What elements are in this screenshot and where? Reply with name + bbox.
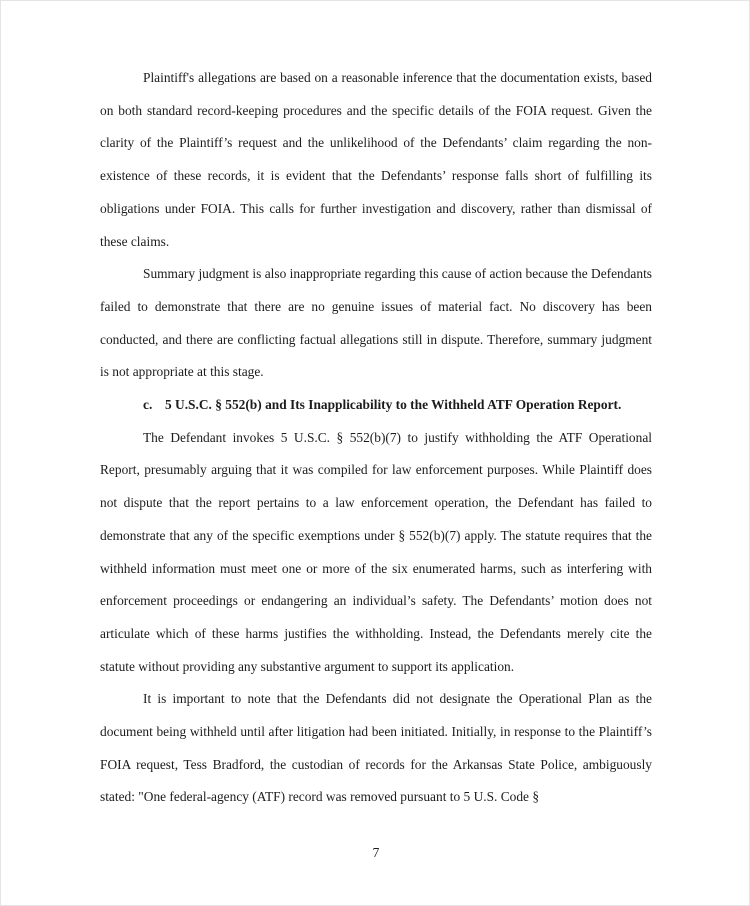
paragraph-summary-judgment: Summary judgment is also inappropriate regarding this cause of action because the Defendants failed to demonstrate that there are no genuine issues of material fact. No discovery has been conducted, and there are conflicting factual allegations still in dispute. Therefore, summary judgment is not appropriate at this stage.: [100, 266, 652, 380]
section-heading-text: 5 U.S.C. § 552(b) and Its Inapplicability to the Withheld ATF Operation Report.: [165, 397, 622, 413]
section-heading-label: c.: [143, 397, 153, 413]
paragraph-exemption-argument: The Defendant invokes 5 U.S.C. § 552(b)(7) to justify withholding the ATF Operational Report, presumably arguing that it was compiled for law enforcement purposes. While Plaintiff does not dispute that the report pertains to a law enforcement operation, the Defendant has failed to demonstrate that any of the specific exemptions under § 552(b)(7) apply. The statute requires that the withheld information must meet one or more of the six enumerated harms, such as interfering with enforcement proceedings or endangering an individual’s safety. The Defendants’ motion does not articulate which of these harms justifies the withholding. Instead, the Defendants merely cite the statute without providing any substantive argument to support its application.: [100, 429, 652, 674]
paragraph-operational-plan: It is important to note that the Defendants did not designate the Operational Plan as the document being withheld until after litigation had been initiated. Initially, in response to the Plaintiff’s FOIA request, Tess Bradford, the custodian of records for the Arkansas State Police, ambiguously stated: "One federal-agency (ATF) record was removed pursuant to 5 U.S. Code §: [100, 691, 652, 805]
section-heading-c: [100, 389, 652, 422]
page-number: 7: [372, 845, 380, 860]
document-body: [100, 62, 652, 814]
paragraph-reasonable-inference: Plaintiff's allegations are based on a reasonable inference that the documentation exists, based on both standard record-keeping procedures and the specific details of the FOIA request. Given the clarity of the Plaintiff’s request and the unlikelihood of the Defendants’ claim regarding the non-existence of these records, it is evident that the Defendants’ response falls short of fulfilling its obligations under FOIA. This calls for further investigation and discovery, rather than dismissal of these claims.: [100, 70, 652, 249]
